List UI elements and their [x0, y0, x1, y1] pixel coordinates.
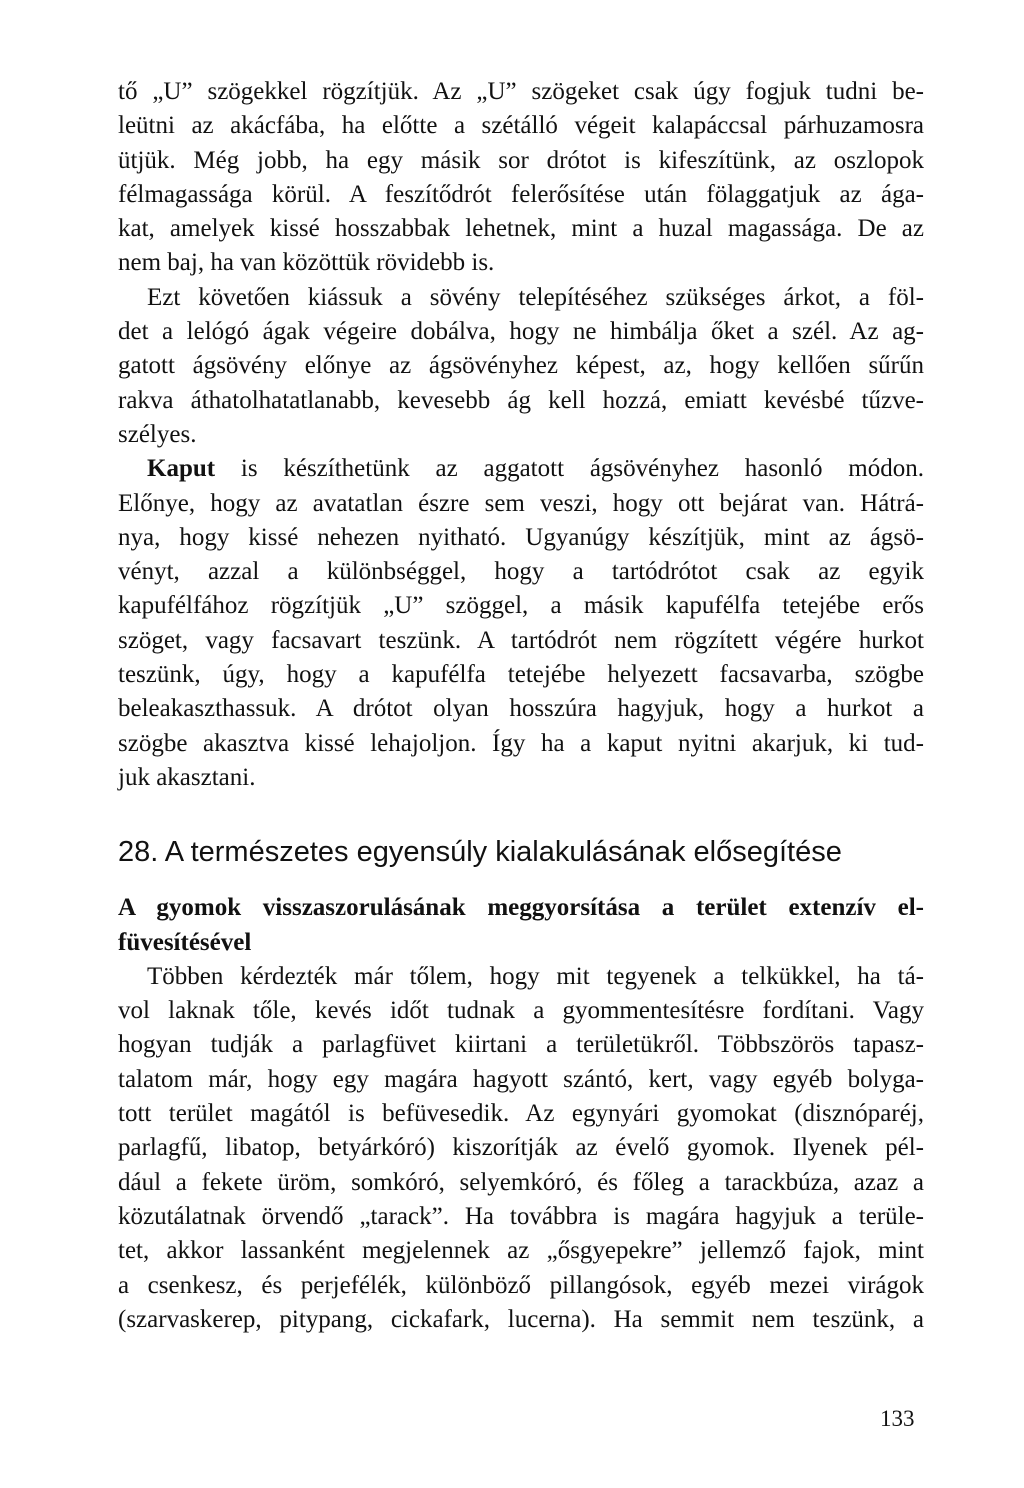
- text-line: szögbe akasztva kissé lehajoljon. Így ha a kaput nyitni akarjuk, ki tud-: [118, 729, 924, 757]
- text-line: kat, amelyek kissé hosszabbak lehetnek, mint a huzal magassága. De az: [118, 215, 924, 243]
- section-heading-line: A gyomok visszaszorulásának meggyorsítása a terület extenzív el-: [118, 894, 924, 922]
- text-line: (szarvaskerep, pitypang, cickafark, lucerna). Ha semmit nem teszünk, a: [118, 1305, 924, 1333]
- text-line: leütni az akácfába, ha előtte a szétálló végeit kalapáccsal párhuzamosra: [118, 112, 924, 140]
- text-line: gatott ágsövény előnye az ágsövényhez képest, az, hogy kellően sűrűn: [118, 352, 924, 380]
- paragraph-weeds: [118, 960, 924, 1337]
- text-line: szélyes.: [118, 420, 197, 448]
- text-line: nya, hogy kissé nehezen nyitható. Ugyanúgy készítjük, mint az ágsö-: [118, 523, 924, 551]
- text-line: tott terület magától is befüvesedik. Az egynyári gyomokat (disznóparéj,: [118, 1100, 924, 1128]
- text-line: Ezt követően kiássuk a sövény telepítéséhez szükséges árkot, a föl-: [147, 283, 924, 311]
- text-line: rakva áthatolhatatlanabb, kevesebb ág kell hozzá, emiatt kevésbé tűzve-: [118, 386, 924, 414]
- text-line: a csenkesz, és perjefélék, különböző pillangósok, egyéb mezei virágok: [118, 1271, 924, 1299]
- paragraph-gate: [118, 452, 924, 795]
- text-line: közutálatnak örvendő „tarack”. Ha továbbra is magára hagyjuk a terüle-: [118, 1202, 924, 1230]
- paragraph-hedge-trench: [118, 281, 924, 452]
- chapter-heading: 28. A természetes egyensúly kialakulásának elősegítése: [118, 836, 842, 869]
- text-line: Többen kérdezték már tőlem, hogy mit tegyenek a telkükkel, ha tá-: [147, 962, 924, 990]
- page-body: [118, 75, 924, 1337]
- section-heading: [118, 891, 924, 960]
- text-line: kapufélfához rögzítjük „U” szöggel, a másik kapufélfa tetejébe erős: [118, 592, 924, 620]
- text-line: ütjük. Még jobb, ha egy másik sor drótot is kifeszítünk, az oszlopok: [118, 146, 924, 174]
- text-line: talatom már, hogy egy magára hagyott szántó, kert, vagy egyéb bolyga-: [118, 1065, 924, 1093]
- page-number: 133: [880, 1406, 915, 1431]
- paragraph-fence-wire: [118, 75, 924, 281]
- text-line: juk akasztani.: [118, 763, 256, 791]
- text-line: [118, 452, 924, 486]
- text-line: dául a fekete üröm, somkóró, selyemkóró, és főleg a tarackbúza, azaz a: [118, 1168, 924, 1196]
- text-line: teszünk, úgy, hogy a kapufélfa tetejébe helyezett facsavarba, szögbe: [118, 661, 924, 689]
- text-line: nem baj, ha van közöttük rövidebb is.: [118, 249, 495, 277]
- text-line: vol laknak tőle, kevés időt tudnak a gyommentesítésre fordítani. Vagy: [118, 997, 924, 1025]
- text-line: det a lelógó ágak végeire dobálva, hogy ne himbálja őket a szél. Az ag-: [118, 318, 924, 346]
- section-heading-line: füvesítésével: [118, 928, 252, 956]
- text-line: szöget, vagy facsavart teszünk. A tartódrót nem rögzített végére hurkot: [118, 626, 924, 654]
- text-line: tő „U” szögekkel rögzítjük. Az „U” szögeket csak úgy fogjuk tudni be-: [118, 78, 924, 105]
- text-line: Előnye, hogy az avatatlan észre sem veszi, hogy ott bejárat van. Hátrá-: [118, 489, 924, 517]
- text-line: parlagfű, libatop, betyárkóró) kiszorítják az évelő gyomok. Ilyenek pél-: [118, 1134, 924, 1162]
- text-line: félmagassága körül. A feszítődrót felerősítése után fölaggatjuk az ága-: [118, 180, 924, 208]
- text-line: tet, akkor lassanként megjelennek az „ősgyepekre” jellemző fajok, mint: [118, 1237, 924, 1265]
- text-line: beleakaszthassuk. A drótot olyan hosszúra hagyjuk, hogy a hurkot a: [118, 695, 924, 723]
- text-line-rest: is készíthetünk az aggatott ágsövényhez hasonló módon.: [215, 455, 924, 483]
- text-line: hogyan tudják a parlagfüvet kiirtani a területükről. Többszörös tapasz-: [118, 1031, 924, 1059]
- bold-term-kaput: Kaput: [147, 455, 216, 483]
- text-line: vényt, azzal a különbséggel, hogy a tartódrótot csak az egyik: [118, 558, 924, 586]
